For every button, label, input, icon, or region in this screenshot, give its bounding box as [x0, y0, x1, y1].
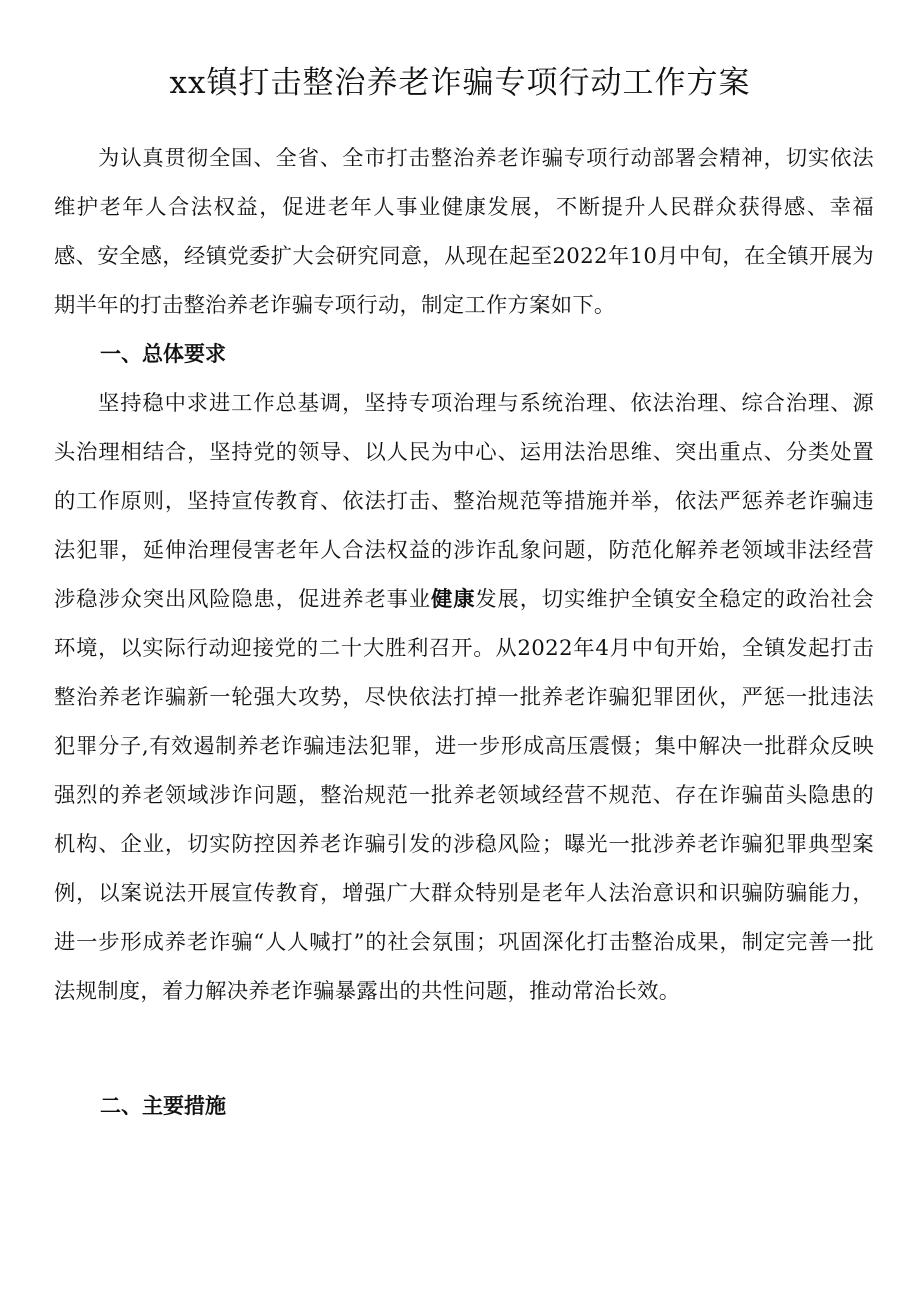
paragraph-text-part-a: 坚持稳中求进工作总基调，坚持专项治理与系统治理、依法治理、综合治理、源头治理相结合，坚持党的领导、以人民为中心、运用法治思维、突出重点、分类处置的工作原则，坚持宣传教育、依法打击、整治规范等措施并举，依法严惩养老诈骗违法犯罪，延伸治理侵害老年人合法权益的涉诈乱象问题，防范化解养老领域非法经营涉稳涉众突出风险隐患，促进养老事业	[54, 391, 874, 612]
paragraph-bold-word: 健康	[431, 587, 476, 612]
overall-requirements-paragraph	[54, 379, 874, 1016]
section-heading-overall-requirements: 一、总体要求	[100, 342, 226, 366]
section-heading-main-measures: 二、主要措施	[100, 1094, 226, 1118]
document-title: xx镇打击整治养老诈骗专项行动工作方案	[169, 65, 751, 101]
paragraph-text-part-b: 发展，切实维护全镇安全稳定的政治社会环境，以实际行动迎接党的二十大胜利召开。从2022年4月中旬开始，全镇发起打击整治养老诈骗新一轮强大攻势，尽快依法打掉一批养老诈骗犯罪团伙，严惩一批违法犯罪分子,有效遏制养老诈骗违法犯罪，进一步形成高压震慑；集中解决一批群众反映强烈的养老领域涉诈问题，整治规范一批养老领域经营不规范、存在诈骗苗头隐患的机构、企业，切实防控因养老诈骗引发的涉稳风险；曝光一批涉养老诈骗犯罪典型案例，以案说法开展宣传教育，增强广大群众特别是老年人法治意识和识骗防骗能力，进一步形成养老诈骗“人人喊打”的社会氛围；巩固深化打击整治成果，制定完善一批法规制度，着力解决养老诈骗暴露出的共性问题，推动常治长效。	[54, 587, 874, 1004]
intro-paragraph: 为认真贯彻全国、全省、全市打击整治养老诈骗专项行动部署会精神，切实依法维护老年人合法权益，促进老年人事业健康发展，不断提升人民群众获得感、幸福感、安全感，经镇党委扩大会研究同意，从现在起至2022年10月中旬，在全镇开展为期半年的打击整治养老诈骗专项行动，制定工作方案如下。	[54, 146, 874, 318]
